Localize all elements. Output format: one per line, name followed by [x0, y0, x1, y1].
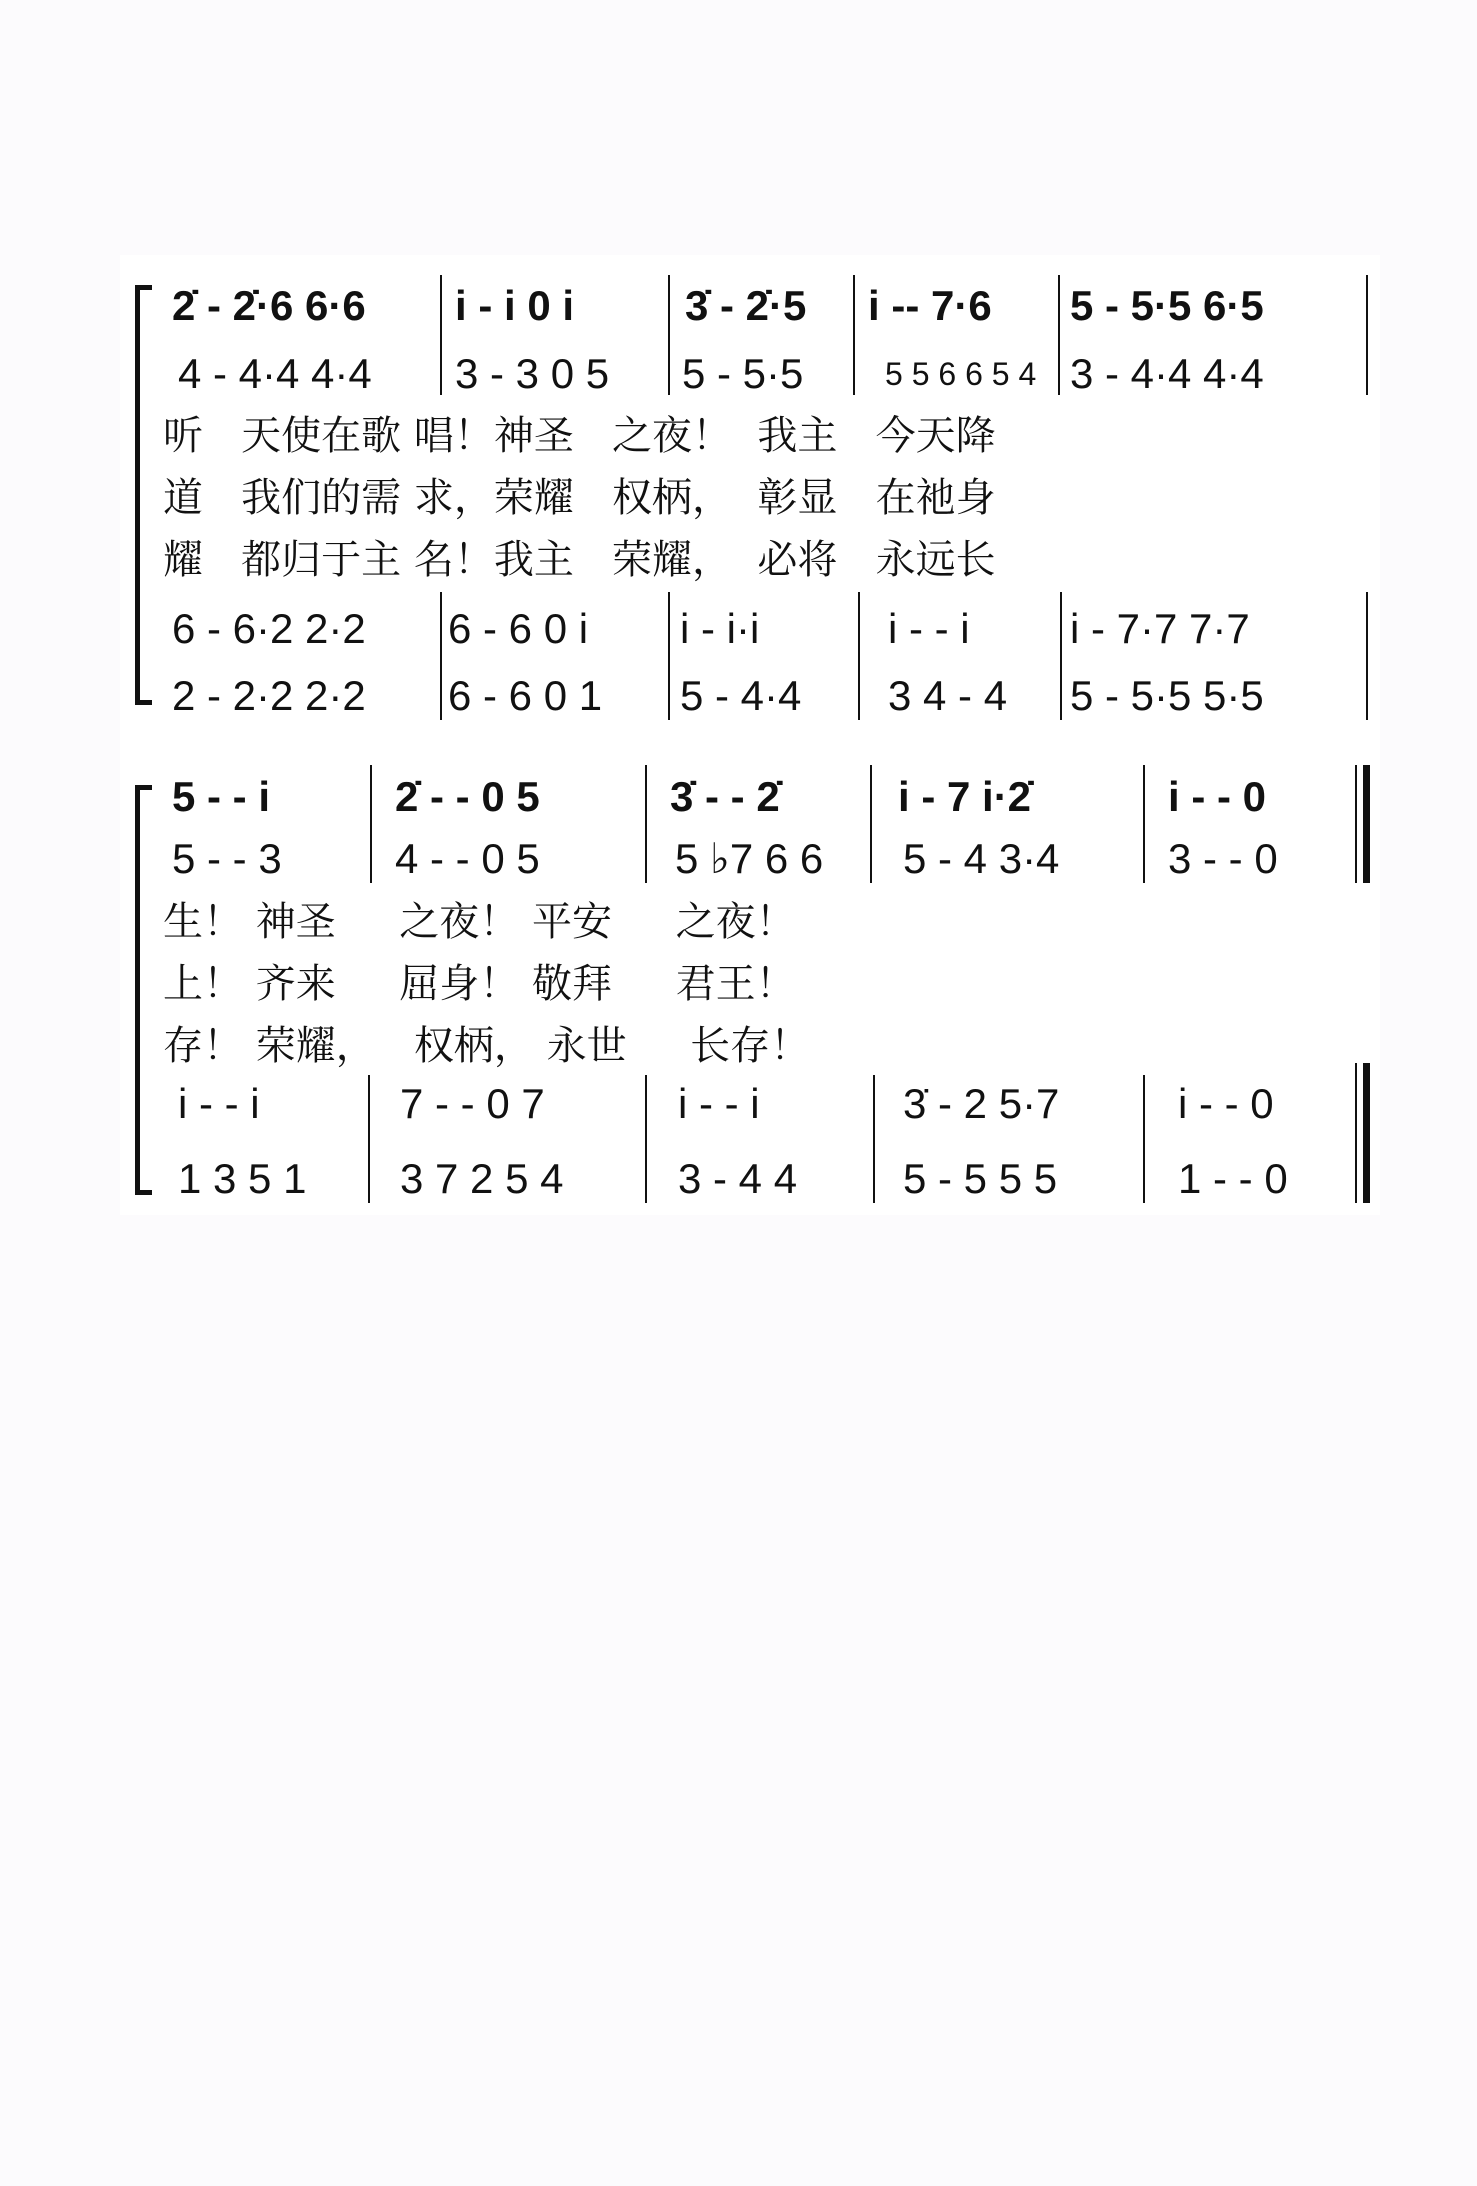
system-2-barline: [645, 1075, 647, 1203]
tenor-measure: i - - i: [678, 1080, 760, 1127]
bass-measure: 6 - 6 0 1: [448, 672, 603, 719]
soprano-measure: i -- 7·6: [868, 282, 992, 329]
system-1-barline: [440, 275, 442, 395]
system-2-final-barline: [1355, 1063, 1357, 1203]
bass-measure: 5 - 4·4: [680, 672, 802, 719]
soprano-measure: 5 - - i: [172, 773, 271, 820]
system-1-barline: [1366, 275, 1368, 395]
system-2-barline: [645, 765, 647, 883]
alto-measure: 3 - 3 0 5: [455, 350, 610, 397]
lyric-line-2: 道 我们的需 求，荣耀 权柄， 彰显 在祂身: [163, 475, 996, 521]
bass-measure: 3 - 4 4: [678, 1155, 798, 1202]
tenor-measure: i - - i: [888, 605, 970, 652]
system-2-final-barline: [1363, 1063, 1370, 1203]
soprano-measure: 2̇ - - 0 5: [395, 773, 540, 820]
tenor-measure: i - - 0: [1178, 1080, 1274, 1127]
bass-measure: 3 7 2 5 4: [400, 1155, 564, 1202]
bass-measure: 5 - 5·5 5·5: [1070, 672, 1264, 719]
system-2-barline: [870, 765, 872, 883]
lyric-line-3: 耀 都归于主 名！我主 荣耀， 必将 永远长: [163, 537, 996, 583]
alto-measure: 5 5 6 6 5 4: [885, 356, 1037, 392]
system-1-barline: [440, 592, 442, 720]
tenor-measure: i - - i: [178, 1080, 260, 1127]
soprano-measure: i - - 0: [1168, 773, 1267, 820]
bass-measure: 1 - - 0: [1178, 1155, 1288, 1202]
system-2-barline: [368, 1075, 370, 1203]
alto-measure: 5 - - 3: [172, 835, 282, 882]
system-2-barline: [873, 1075, 875, 1203]
alto-measure: 5 - 5·5: [682, 350, 804, 397]
bass-measure: 1 3 5 1: [178, 1155, 307, 1202]
soprano-measure: i - i 0 i: [455, 282, 575, 329]
bass-measure: 3 4 - 4: [888, 672, 1008, 719]
system-1-barline: [668, 592, 670, 720]
alto-measure: 5 - 4 3·4: [903, 835, 1060, 882]
system-2-barline: [370, 765, 372, 883]
bass-measure: 5 - 5 5 5: [903, 1155, 1058, 1202]
system-1-bracket: [135, 285, 152, 705]
system-1-barline: [1058, 275, 1060, 395]
system-1-barline: [668, 275, 670, 395]
soprano-measure: 2̇ - 2̇·6 6·6: [172, 282, 366, 329]
alto-measure: 3 - - 0: [1168, 835, 1278, 882]
alto-measure: 4 - 4·4 4·4: [178, 350, 372, 397]
tenor-measure: 6 - 6 0 i: [448, 605, 589, 652]
soprano-measure: i - 7 i·2̇: [898, 773, 1032, 820]
system-2-final-barline: [1355, 765, 1357, 883]
system-1-barline: [1366, 592, 1368, 720]
lyric-line-1: 听 天使在歌 唱！神圣 之夜！ 我主 今天降: [163, 413, 996, 459]
lyric-line-3: 存！ 荣耀， 权柄， 永世 长存！: [163, 1023, 811, 1069]
system-2-barline: [1143, 1075, 1145, 1203]
bass-measure: 2 - 2·2 2·2: [172, 672, 366, 719]
alto-measure: 5 ♭7 6 6: [675, 835, 824, 882]
tenor-measure: 7 - - 0 7: [400, 1080, 545, 1127]
tenor-measure: i - 7·7 7·7: [1070, 605, 1250, 652]
system-2-barline: [1143, 765, 1145, 883]
system-2-final-barline: [1363, 765, 1370, 883]
lyric-line-2: 上！ 齐来 屈身！ 敬拜 君王！: [163, 961, 796, 1007]
tenor-measure: 6 - 6·2 2·2: [172, 605, 366, 652]
system-1-barline: [1060, 592, 1062, 720]
alto-measure: 4 - - 0 5: [395, 835, 540, 882]
alto-measure: 3 - 4·4 4·4: [1070, 350, 1264, 397]
system-2-bracket: [135, 785, 152, 1195]
soprano-measure: 3̇ - 2̇·5: [685, 282, 807, 329]
lyric-line-1: 生！ 神圣 之夜！ 平安 之夜！: [163, 899, 796, 945]
system-1-barline: [853, 275, 855, 395]
soprano-measure: 3̇ - - 2̇: [670, 773, 780, 820]
tenor-measure: i - i·i: [680, 605, 760, 652]
system-1-barline: [858, 592, 860, 720]
tenor-measure: 3̇ - 2 5·7: [903, 1080, 1060, 1127]
soprano-measure: 5 - 5·5 6·5: [1070, 282, 1264, 329]
